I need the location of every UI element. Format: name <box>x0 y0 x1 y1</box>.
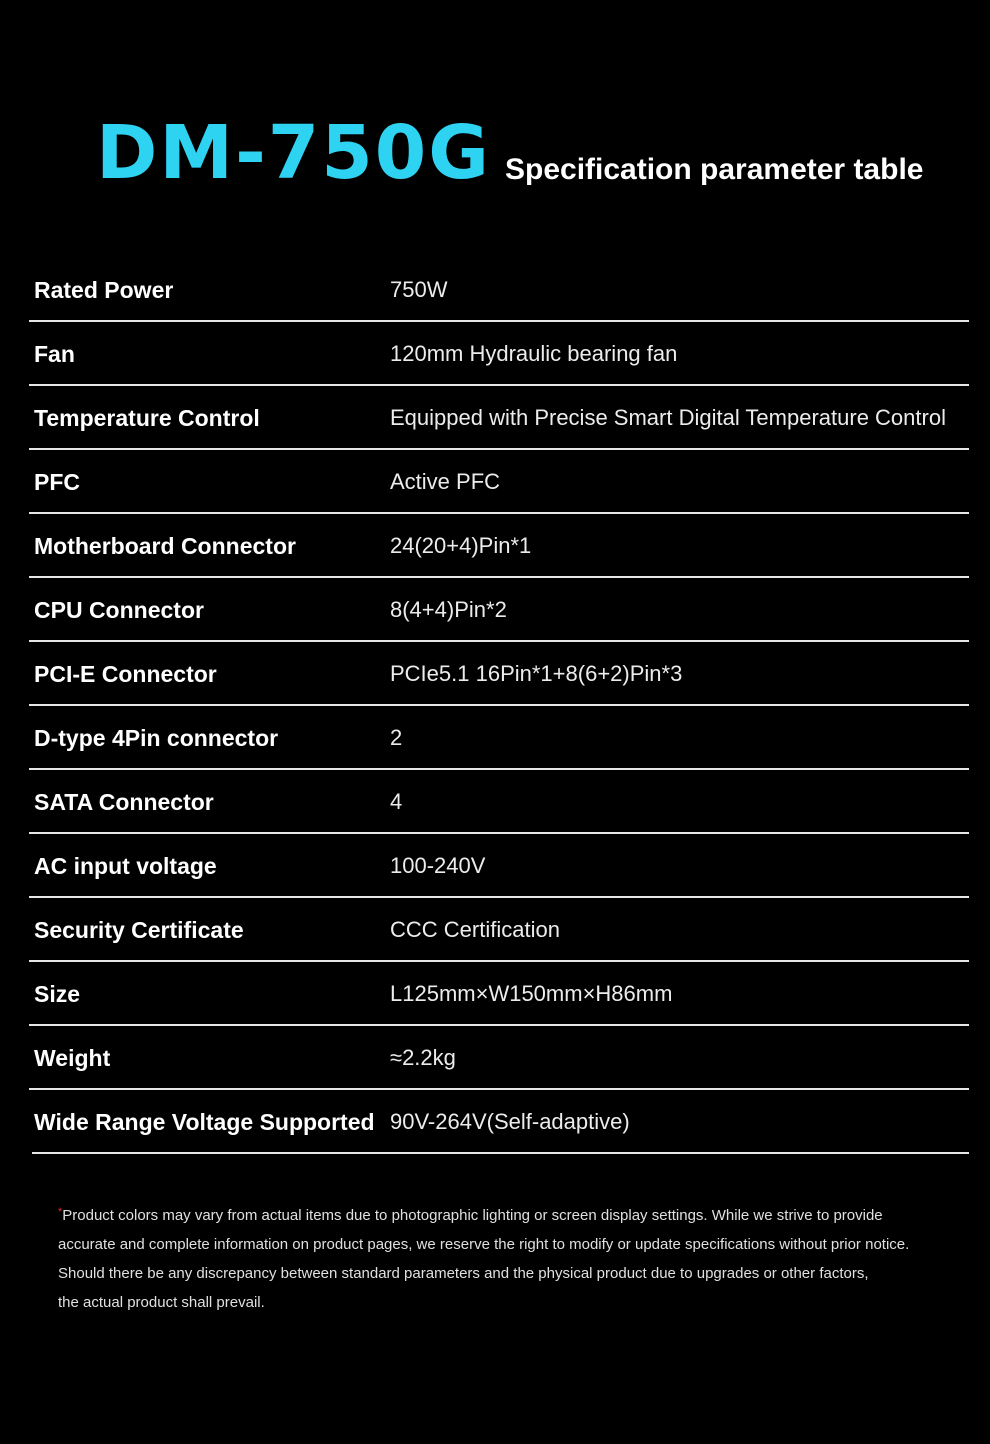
spec-label: Security Certificate <box>34 917 244 943</box>
spec-value: 120mm Hydraulic bearing fan <box>390 341 678 366</box>
disclaimer-line: accurate and complete information on product pages, we reserve the right to modify or update specifications without prior notice. <box>58 1236 910 1253</box>
spec-value: 750W <box>390 277 448 302</box>
spec-value: ≈2.2kg <box>390 1045 456 1070</box>
spec-label: SATA Connector <box>34 789 214 815</box>
spec-row <box>29 1026 969 1090</box>
spec-value: CCC Certification <box>390 917 560 942</box>
model-title: DM-750G <box>96 110 491 196</box>
spec-row <box>29 706 969 770</box>
spec-row <box>29 898 969 962</box>
page-subtitle: Specification parameter table <box>504 153 924 186</box>
spec-label: D-type 4Pin connector <box>34 725 279 751</box>
spec-value: Active PFC <box>390 469 501 494</box>
spec-row <box>29 386 969 450</box>
spec-row <box>29 514 969 578</box>
spec-label: PCI-E Connector <box>34 661 217 687</box>
page-header <box>96 110 924 196</box>
asterisk-mark: * <box>58 1206 63 1218</box>
disclaimer-line: the actual product shall prevail. <box>58 1294 265 1311</box>
disclaimer-line <box>58 1201 958 1230</box>
spec-row <box>29 578 969 642</box>
spec-label: AC input voltage <box>34 853 217 879</box>
spec-row <box>29 258 969 322</box>
spec-table <box>29 258 969 1154</box>
spec-row <box>29 770 969 834</box>
spec-value: 90V-264V(Self-adaptive) <box>390 1109 630 1134</box>
spec-label: Wide Range Voltage Supported <box>34 1109 375 1135</box>
spec-label: Weight <box>34 1045 111 1071</box>
spec-value: 8(4+4)Pin*2 <box>390 597 507 622</box>
disclaimer-line: Should there be any discrepancy between standard parameters and the physical product due to upgrades or other factors, <box>58 1265 869 1282</box>
spec-label: Motherboard Connector <box>34 533 296 559</box>
spec-label: Rated Power <box>34 277 174 303</box>
spec-label: Fan <box>34 341 75 367</box>
spec-label: Temperature Control <box>34 405 260 431</box>
spec-label: PFC <box>34 469 80 495</box>
spec-row <box>29 834 969 898</box>
spec-value: 100-240V <box>390 853 486 878</box>
spec-row <box>29 642 969 706</box>
spec-value: 4 <box>390 789 403 814</box>
disclaimer-note <box>58 1201 958 1317</box>
spec-label: Size <box>34 981 81 1007</box>
spec-row <box>29 450 969 514</box>
spec-label: CPU Connector <box>34 597 204 623</box>
spec-row <box>29 322 969 386</box>
spec-row <box>29 962 969 1026</box>
spec-row <box>29 1090 969 1154</box>
spec-value: L125mm×W150mm×H86mm <box>390 981 673 1006</box>
spec-value: Equipped with Precise Smart Digital Temperature Control <box>390 405 946 430</box>
spec-value: PCIe5.1 16Pin*1+8(6+2)Pin*3 <box>390 661 683 686</box>
spec-value: 2 <box>390 725 403 750</box>
disclaimer-text: Product colors may vary from actual items due to photographic lighting or screen display settings. While we strive to provide <box>62 1207 883 1224</box>
spec-value: 24(20+4)Pin*1 <box>390 533 532 558</box>
